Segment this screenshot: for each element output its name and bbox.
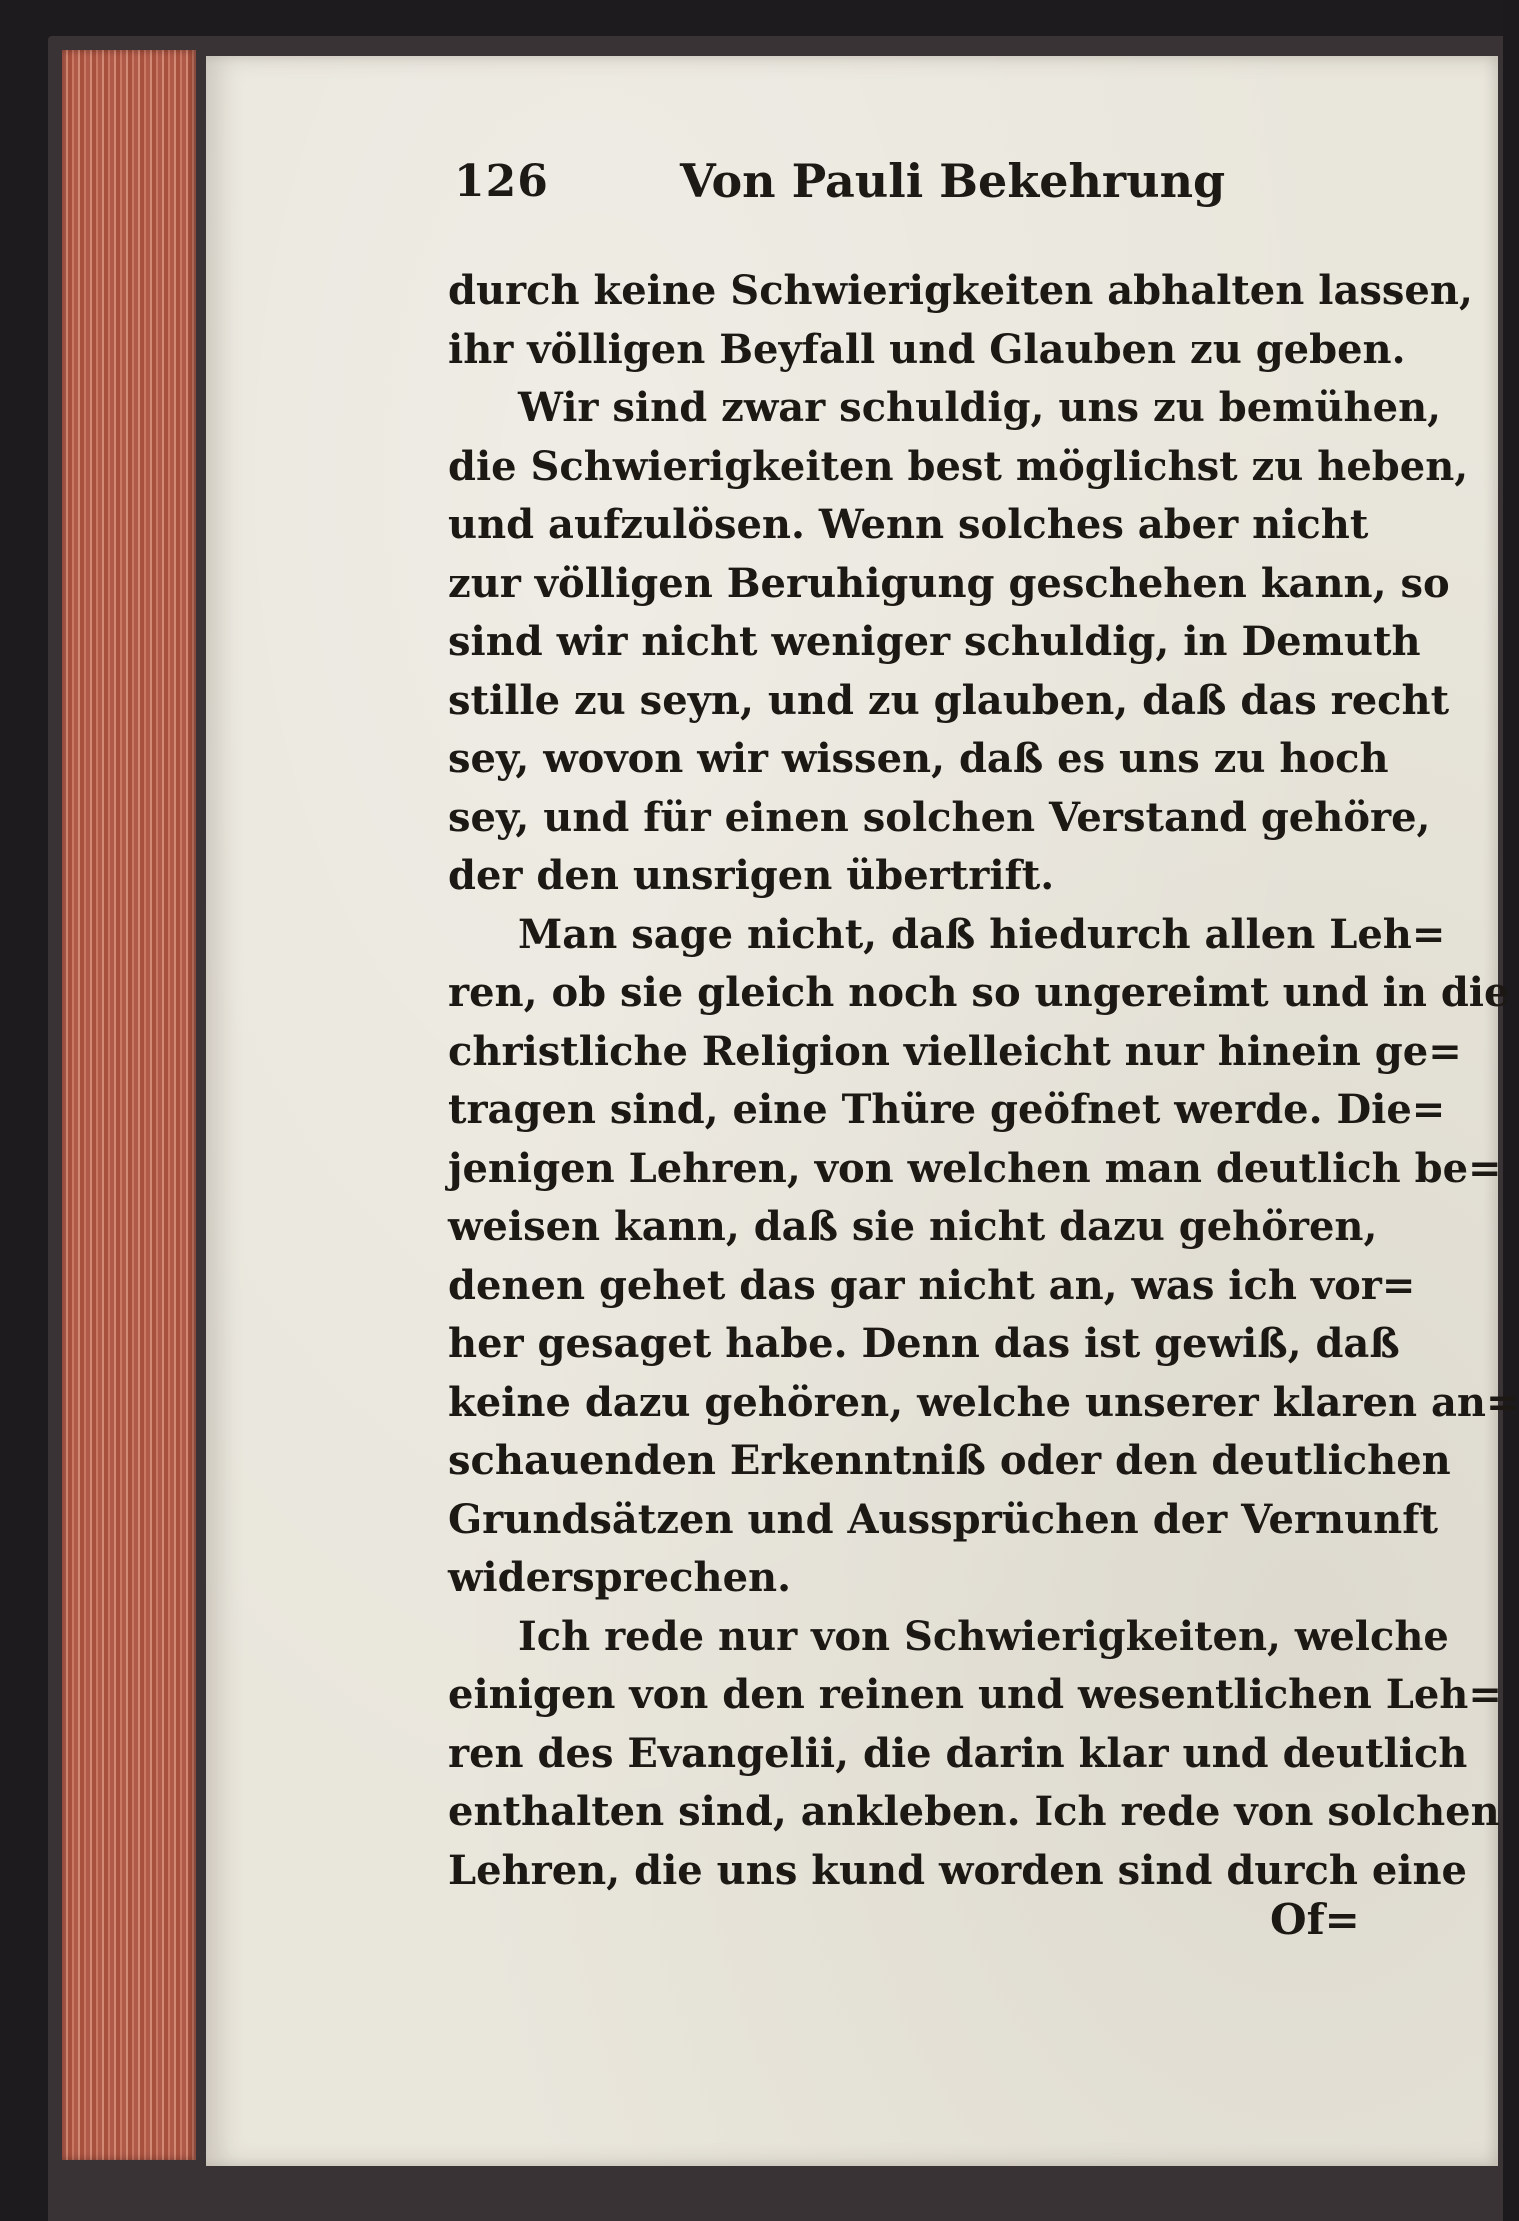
text-line: widersprechen. <box>448 1554 792 1601</box>
text-line: her gesaget habe. Denn das ist gewiß, daß <box>448 1320 1400 1367</box>
text-line: ren des Evangelii, die darin klar und deutlich <box>448 1729 1468 1777</box>
text-line: sey, und für einen solchen Verstand gehöre, <box>448 793 1431 841</box>
text-line: sey, wovon wir wissen, daß es uns zu hoch <box>448 735 1389 782</box>
text-line: keine dazu gehören, welche unserer klaren an= <box>448 1378 1519 1426</box>
text-line: Ich rede nur von Schwierigkeiten, welche <box>518 1612 1449 1660</box>
page-header <box>250 150 1300 230</box>
text-line: stille zu seyn, und zu glauben, daß das recht <box>448 676 1450 724</box>
text-line: einigen von den reinen und wesentlichen Leh= <box>448 1671 1502 1718</box>
text-line: ihr völligen Beyfall und Glauben zu geben. <box>448 325 1406 373</box>
text-line: christliche Religion vielleicht nur hinein ge= <box>448 1027 1462 1075</box>
text-line: tragen sind, eine Thüre geöfnet werde. Die= <box>448 1086 1446 1133</box>
text-line: enthalten sind, ankleben. Ich rede von solchen <box>448 1788 1500 1835</box>
page-number: 126 <box>454 156 549 207</box>
body-text <box>448 262 1519 1900</box>
text-line: Lehren, die uns kund worden sind durch eine <box>448 1846 1468 1894</box>
text-line: Man sage nicht, daß hiedurch allen Leh= <box>518 910 1446 958</box>
text-line: Grundsätzen und Aussprüchen der Vernunft <box>448 1495 1438 1543</box>
text-line: der den unsrigen übertrift. <box>448 852 1055 899</box>
text-line: zur völligen Beruhigung geschehen kann, so <box>448 559 1450 607</box>
running-head: Von Pauli Bekehrung <box>680 154 1226 208</box>
text-line: durch keine Schwierigkeiten abhalten lassen, <box>448 267 1473 314</box>
text-line: weisen kann, daß sie nicht dazu gehören, <box>448 1203 1378 1250</box>
text-line: jenigen Lehren, von welchen man deutlich be= <box>448 1144 1502 1192</box>
text-line: ren, ob sie gleich noch so ungereimt und in die <box>448 969 1510 1016</box>
text-line: Wir sind zwar schuldig, uns zu bemühen, <box>518 384 1442 431</box>
text-line: die Schwierigkeiten best möglichst zu heben, <box>448 442 1469 490</box>
page-edges <box>62 50 196 2160</box>
text-line: und aufzulösen. Wenn solches aber nicht <box>448 501 1369 548</box>
catchword: Of= <box>1270 1895 1360 1944</box>
text-line: denen gehet das gar nicht an, was ich vor= <box>448 1261 1416 1309</box>
text-line: sind wir nicht weniger schuldig, in Demuth <box>448 618 1421 665</box>
text-line: schauenden Erkenntniß oder den deutlichen <box>448 1437 1451 1484</box>
